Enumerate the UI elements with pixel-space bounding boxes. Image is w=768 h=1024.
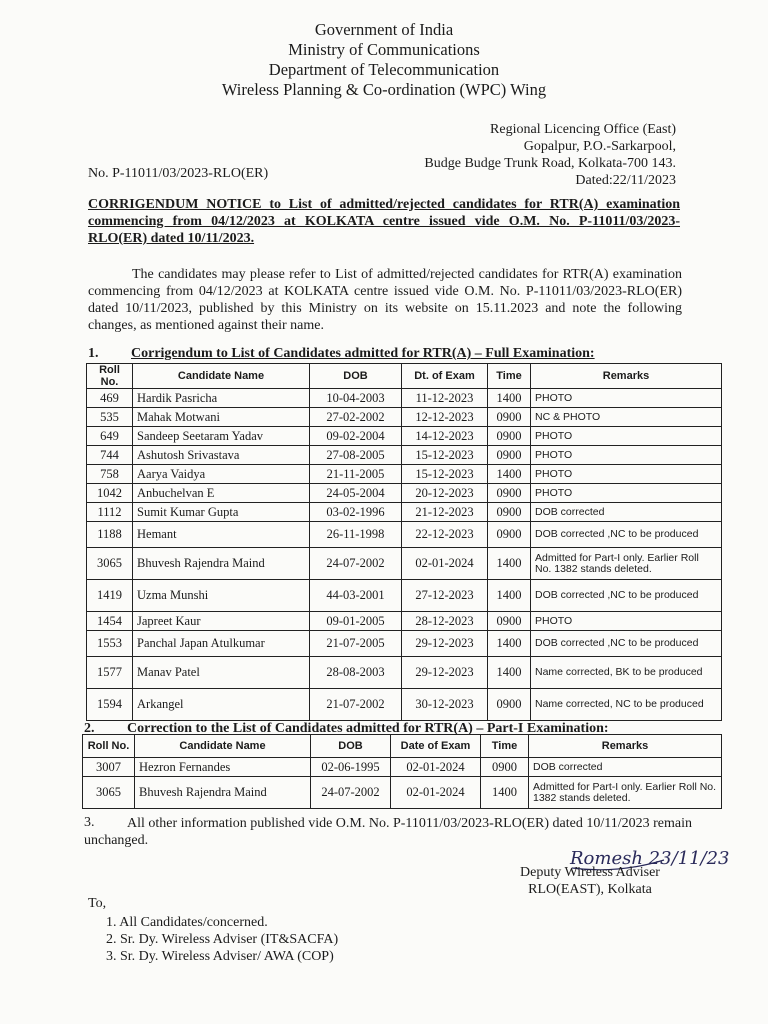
notice-title: CORRIGENDUM NOTICE to List of admitted/rejected candidates for RTR(A) examination commencing from 04/12/2023 at KOLKATA centre issued vide O.M. No. P-11011/03/2023-RLO(ER) dated 10/11/2023. [88, 197, 680, 246]
remarks-cell: DOB corrected [531, 503, 722, 522]
dob-cell: 09-02-2004 [310, 427, 402, 446]
remarks-cell: Name corrected, NC to be produced [531, 689, 722, 721]
signature-block [505, 864, 675, 898]
reference-number: No. P-11011/03/2023-RLO(ER) [88, 166, 269, 181]
dob-cell: 09-01-2005 [310, 612, 402, 631]
name-cell: Anbuchelvan E [133, 484, 310, 503]
remarks-cell: NC & PHOTO [531, 408, 722, 427]
roll-cell: 469 [87, 389, 133, 408]
roll-cell: 744 [87, 446, 133, 465]
remarks-cell: Name corrected, BK to be produced [531, 657, 722, 689]
roll-cell: 1454 [87, 612, 133, 631]
roll-cell: 1577 [87, 657, 133, 689]
dob-cell: 27-02-2002 [310, 408, 402, 427]
roll-cell: 1112 [87, 503, 133, 522]
dob-cell: 02-06-1995 [311, 758, 391, 777]
signatory-office: RLO(EAST), Kolkata [528, 882, 652, 897]
col-time: Time [488, 364, 531, 389]
table-row [87, 522, 722, 548]
remarks-cell: Admitted for Part-I only. Earlier Roll No. 1382 stands deleted. [531, 548, 722, 580]
dob-cell: 21-07-2002 [310, 689, 402, 721]
part1-exam-table [82, 734, 722, 809]
full-exam-table [86, 363, 722, 721]
signatory-designation: Deputy Wireless Adviser [520, 865, 660, 880]
col-dob: DOB [310, 364, 402, 389]
time-cell: 0900 [488, 446, 531, 465]
time-cell: 1400 [488, 631, 531, 657]
time-cell: 1400 [488, 657, 531, 689]
remarks-cell: DOB corrected ,NC to be produced [531, 631, 722, 657]
roll-cell: 649 [87, 427, 133, 446]
time-cell: 0900 [488, 408, 531, 427]
exam-date-cell: 15-12-2023 [402, 446, 488, 465]
remarks-cell: PHOTO [531, 427, 722, 446]
office-line-1: Regional Licencing Office (East) [490, 122, 676, 137]
table-header-row [83, 735, 722, 758]
header-line-2: Ministry of Communications [288, 40, 480, 59]
exam-date-cell: 12-12-2023 [402, 408, 488, 427]
signature-text: Romesh 23/11/23 [570, 848, 730, 869]
roll-cell: 535 [87, 408, 133, 427]
time-cell: 1400 [488, 465, 531, 484]
roll-cell: 3065 [87, 548, 133, 580]
table-row [87, 446, 722, 465]
exam-date-cell: 02-01-2024 [391, 758, 481, 777]
name-cell: Mahak Motwani [133, 408, 310, 427]
table-header-row [87, 364, 722, 389]
exam-date-cell: 28-12-2023 [402, 612, 488, 631]
dob-cell: 24-07-2002 [310, 548, 402, 580]
table-row [87, 548, 722, 580]
distribution-item: 1. All Candidates/concerned. [106, 915, 268, 930]
name-cell: Manav Patel [133, 657, 310, 689]
exam-date-cell: 14-12-2023 [402, 427, 488, 446]
col-roll: Roll No. [87, 364, 133, 389]
time-cell: 0900 [488, 689, 531, 721]
exam-date-cell: 22-12-2023 [402, 522, 488, 548]
dob-cell: 28-08-2003 [310, 657, 402, 689]
exam-date-cell: 20-12-2023 [402, 484, 488, 503]
time-cell: 0900 [481, 758, 529, 777]
exam-date-cell: 11-12-2023 [402, 389, 488, 408]
section-1-number: 1. [88, 346, 99, 361]
table-row [87, 427, 722, 446]
table-row [83, 758, 722, 777]
name-cell: Hardik Pasricha [133, 389, 310, 408]
table-row [87, 465, 722, 484]
office-line-3: Budge Budge Trunk Road, Kolkata-700 143. [424, 156, 676, 171]
exam-date-cell: 21-12-2023 [402, 503, 488, 522]
roll-cell: 758 [87, 465, 133, 484]
roll-cell: 1042 [87, 484, 133, 503]
time-cell: 0900 [488, 427, 531, 446]
name-cell: Hezron Fernandes [135, 758, 311, 777]
exam-date-cell: 29-12-2023 [402, 657, 488, 689]
exam-date-cell: 30-12-2023 [402, 689, 488, 721]
time-cell: 1400 [481, 777, 529, 809]
col-time: Time [481, 735, 529, 758]
office-address [424, 121, 676, 189]
dob-cell: 24-05-2004 [310, 484, 402, 503]
dob-cell: 24-07-2002 [311, 777, 391, 809]
table-row [87, 389, 722, 408]
dob-cell: 21-11-2005 [310, 465, 402, 484]
exam-date-cell: 15-12-2023 [402, 465, 488, 484]
table-row [87, 580, 722, 612]
name-cell: Sumit Kumar Gupta [133, 503, 310, 522]
table-row [87, 408, 722, 427]
roll-cell: 1419 [87, 580, 133, 612]
office-line-2: Gopalpur, P.O.-Sarkarpool, [523, 139, 676, 154]
col-exam-date: Date of Exam [391, 735, 481, 758]
section-3-text: All other information published vide O.M. No. P-11011/03/2023-RLO(ER) dated 10/11/2023 remain unchanged. [84, 816, 692, 848]
dob-cell: 26-11-1998 [310, 522, 402, 548]
dob-cell: 03-02-1996 [310, 503, 402, 522]
table-row [87, 689, 722, 721]
section-1-title: Corrigendum to List of Candidates admitted for RTR(A) – Full Examination: [131, 346, 595, 361]
exam-date-cell: 02-01-2024 [391, 777, 481, 809]
col-dob: DOB [311, 735, 391, 758]
name-cell: Bhuvesh Rajendra Maind [133, 548, 310, 580]
col-exam-date: Dt. of Exam [402, 364, 488, 389]
header-line-1: Government of India [314, 20, 454, 39]
time-cell: 0900 [488, 484, 531, 503]
name-cell: Arkangel [133, 689, 310, 721]
roll-cell: 1553 [87, 631, 133, 657]
intro-paragraph: The candidates may please refer to List of admitted/rejected candidates for RTR(A) examination commencing from 04/12/2023 at KOLKATA centre issued vide O.M. No. P-11011/03/2023-RLO(ER) dated 10/11/2023, published by this Ministry on its website on 15.11.2023 and note the following changes, as mentioned against their name. [88, 267, 682, 333]
name-cell: Aarya Vaidya [133, 465, 310, 484]
exam-date-cell: 29-12-2023 [402, 631, 488, 657]
col-remarks: Remarks [529, 735, 722, 758]
distribution-item: 2. Sr. Dy. Wireless Adviser (IT&SACFA) [106, 932, 339, 947]
section-3-number: 3. [84, 815, 95, 830]
table-row [83, 777, 722, 809]
col-remarks: Remarks [531, 364, 722, 389]
table-row [87, 657, 722, 689]
notice-date: Dated:22/11/2023 [575, 173, 676, 188]
remarks-cell: DOB corrected ,NC to be produced [531, 522, 722, 548]
col-name: Candidate Name [135, 735, 311, 758]
remarks-cell: DOB corrected ,NC to be produced [531, 580, 722, 612]
time-cell: 0900 [488, 612, 531, 631]
time-cell: 0900 [488, 503, 531, 522]
time-cell: 1400 [488, 548, 531, 580]
remarks-cell: PHOTO [531, 465, 722, 484]
section-2-title: Correction to the List of Candidates admitted for RTR(A) – Part-I Examination: [127, 721, 609, 736]
remarks-cell: PHOTO [531, 446, 722, 465]
remarks-cell: DOB corrected [529, 758, 722, 777]
header-block [0, 20, 768, 100]
roll-cell: 1188 [87, 522, 133, 548]
table-row [87, 503, 722, 522]
section-2-number: 2. [84, 721, 95, 736]
col-roll: Roll No. [83, 735, 135, 758]
remarks-cell: Admitted for Part-I only. Earlier Roll No. 1382 stands deleted. [529, 777, 722, 809]
exam-date-cell: 27-12-2023 [402, 580, 488, 612]
remarks-cell: PHOTO [531, 612, 722, 631]
header-line-3: Department of Telecommunication [268, 60, 500, 79]
distribution-item: 3. Sr. Dy. Wireless Adviser/ AWA (COP) [106, 949, 334, 964]
table-row [87, 484, 722, 503]
time-cell: 1400 [488, 580, 531, 612]
name-cell: Uzma Munshi [133, 580, 310, 612]
dob-cell: 10-04-2003 [310, 389, 402, 408]
roll-cell: 3065 [83, 777, 135, 809]
dob-cell: 44-03-2001 [310, 580, 402, 612]
name-cell: Bhuvesh Rajendra Maind [135, 777, 311, 809]
remarks-cell: PHOTO [531, 389, 722, 408]
name-cell: Hemant [133, 522, 310, 548]
remarks-cell: PHOTO [531, 484, 722, 503]
exam-date-cell: 02-01-2024 [402, 548, 488, 580]
name-cell: Japreet Kaur [133, 612, 310, 631]
table-row [87, 612, 722, 631]
table-row [87, 631, 722, 657]
col-name: Candidate Name [133, 364, 310, 389]
name-cell: Sandeep Seetaram Yadav [133, 427, 310, 446]
roll-cell: 3007 [83, 758, 135, 777]
dob-cell: 27-08-2005 [310, 446, 402, 465]
distribution-list [106, 914, 338, 965]
roll-cell: 1594 [87, 689, 133, 721]
time-cell: 1400 [488, 389, 531, 408]
dob-cell: 21-07-2005 [310, 631, 402, 657]
name-cell: Panchal Japan Atulkumar [133, 631, 310, 657]
header-line-4: Wireless Planning & Co-ordination (WPC) Wing [221, 80, 547, 99]
time-cell: 0900 [488, 522, 531, 548]
name-cell: Ashutosh Srivastava [133, 446, 310, 465]
to-label: To, [88, 896, 107, 911]
